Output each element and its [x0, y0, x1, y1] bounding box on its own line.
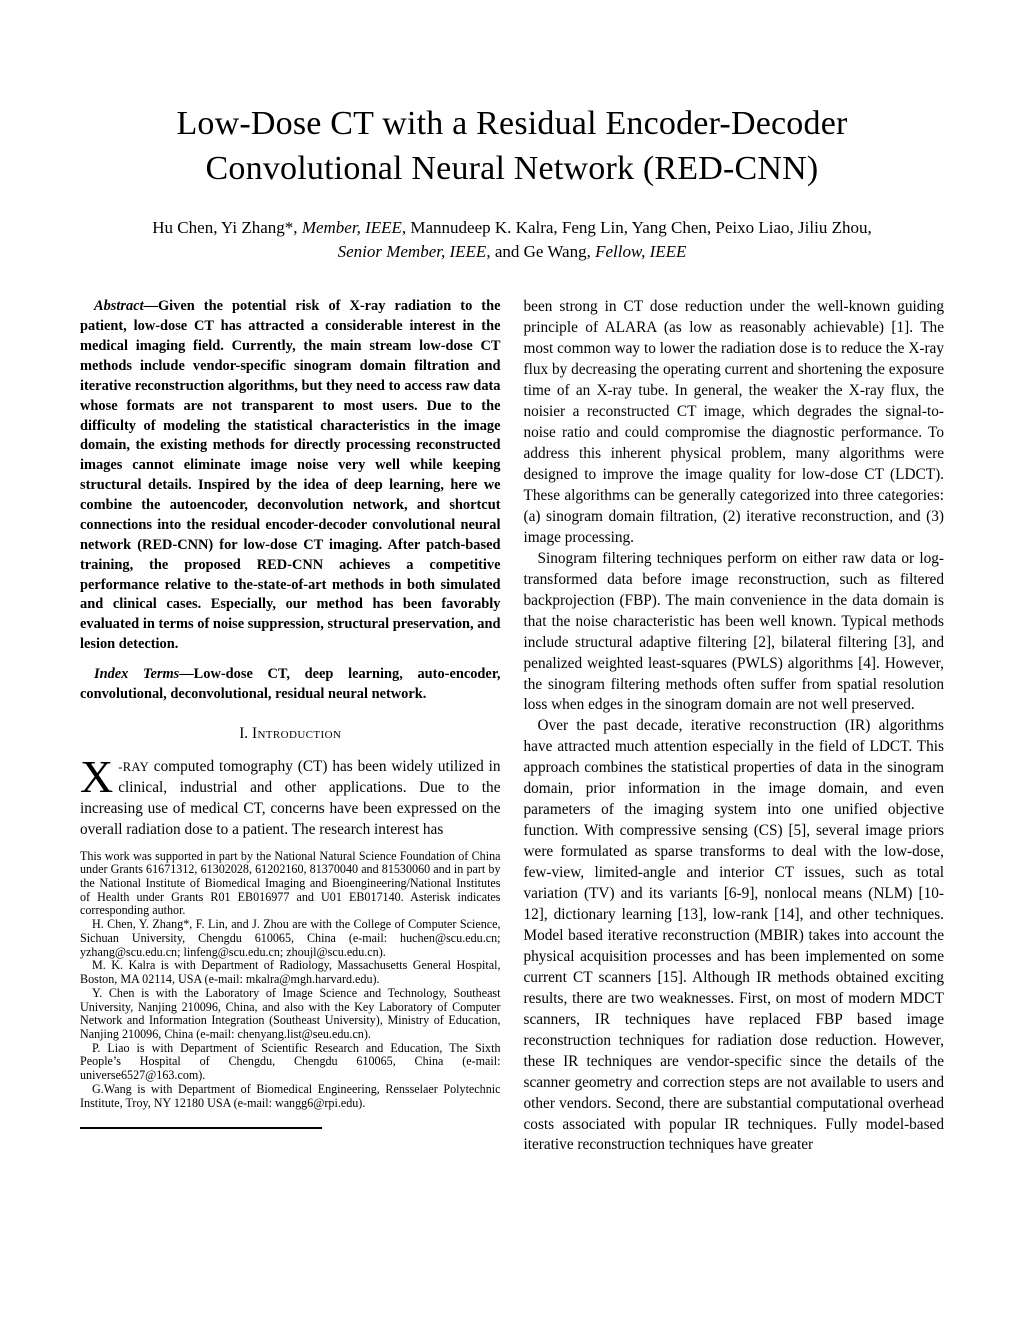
footnote-affiliation: G.Wang is with Department of Biomedical Engineering, Rensselaer Polytechnic Institute, Troy, NY 12180 USA (e-mail: wangg6@rpi.edu).	[80, 1081, 501, 1110]
author-segment: , Mannudeep K. Kalra, Feng Lin, Yang Chen, Peixo Liao, Jiliu Zhou,	[401, 217, 872, 237]
body-paragraph: Sinogram filtering techniques perform on either raw data or log-transformed data before image reconstruction, such as filtered backprojection (FBP). The main convenience in the data domain is that the noise characteristic has been well known. Typical methods include structural adaptive filtering [2], bilateral filtering [3], and penalized weighted least-squares (PWLS) algorithms [4]. However, the sinogram filtering methods often suffer from spatial resolution loss when edges in the sinogram domain are not well preserved.	[523, 549, 944, 714]
index-terms-label: Index Terms	[94, 666, 180, 683]
index-terms-text: —Low-dose CT, deep learning, auto-encoder, convolutional, deconvolutional, residual neural network.	[80, 666, 501, 702]
intro-paragraph	[80, 750, 501, 841]
footnote-separator-rule	[80, 1127, 322, 1129]
dropcap-letter: X	[80, 750, 114, 802]
section-heading	[80, 724, 501, 745]
author-membership: Fellow, IEEE	[595, 241, 687, 261]
section-title: Introduction	[251, 724, 342, 742]
intro-smallcaps: -RAY	[118, 759, 149, 774]
footnote-funding: This work was supported in part by the National Natural Science Foundation of China under Grants 61671312, 61302028, 61202160, 81370040 and 81530060 and in part by the National Institute of Biomedical Imaging and Bioengineering/National Institutes of Health under Grants R01 EB016977 and U01 EB017140. Asterisk indicates corresponding author.	[80, 848, 501, 918]
author-segment: Hu Chen, Yi Zhang*,	[152, 217, 302, 237]
right-column	[524, 297, 945, 1156]
footnote-affiliation: H. Chen, Y. Zhang*, F. Lin, and J. Zhou are with the College of Computer Science, Sichuan University, Chengdu 610065, China (e-mail: huchen@scu.edu.cn; yzhang@scu.edu.cn; linfeng@scu.edu.cn; zhoujl@scu.edu.cn).	[80, 917, 501, 959]
body-paragraph: Over the past decade, iterative reconstruction (IR) algorithms have attracted much attention especially in the field of LDCT. This approach combines the statistical properties of data in the sinogram domain, prior information in the image domain, and even parameters of the imaging system into one unified objective function. With compressive sensing (CS) [5], several image priors were formulated as sparse transforms to deal with the low-dose, few-view, limited-angle and interior CT issues, such as total variation (TV) and its variants [6-9], nonlocal means (NLM) [10-12], dictionary learning [13], low-rank [14], and other techniques. Model based iterative reconstruction (MBIR) takes into account the physical acquisition processes and has been implemented on some current CT scanners [15]. Although IR methods obtained exciting results, there are two weaknesses. First, on most of modern MDCT scanners, IR techniques have replaced FBP based image reconstruction techniques for radiation dose reduction. However, these IR techniques are vendor-specific since the details of the scanner geometry and correction steps are not available to users and other vendors. Second, there are substantial computational overhead costs associated with popular IR techniques. Fully model-based iterative reconstruction techniques have greater	[523, 717, 944, 1154]
footnote-block	[80, 850, 501, 1111]
author-segment: , and Ge Wang,	[486, 241, 596, 261]
footnote-affiliation: Y. Chen is with the Laboratory of Image Science and Technology, Southeast University, Nanjing 210096, China, and also with the Key Laboratory of Computer Network and Information Integration (Southeast University), Ministry of Education, Nanjing 210096, China (e-mail: chenyang.list@seu.edu.cn).	[80, 985, 501, 1041]
body-paragraph: been strong in CT dose reduction under the well-known guiding principle of ALARA (as low as reasonably achievable) [1]. The most common way to lower the radiation dose is to reduce the X-ray flux by decreasing the operating current and shortening the exposure time of an X-ray tube. In general, the weaker the X-ray flux, the noisier a reconstructed CT image, which degrades the signal-to-noise ratio and could compromise the diagnostic performance. To address this inherent physical problem, many algorithms were designed to improve the image quality for low-dose CT (LDCT). These algorithms can be generally categorized into three categories: (a) sinogram domain filtration, (2) iterative reconstruction, and (3) image processing.	[523, 298, 944, 546]
footnote-affiliation: P. Liao is with Department of Scientific Research and Education, The Sixth People’s Hospital of Chengdu, Chengdu 610065, China (e-mail: universe6527@163.com).	[80, 1040, 501, 1083]
section-number: I.	[239, 724, 249, 742]
two-column-body	[80, 297, 944, 1156]
author-membership: Member, IEEE	[301, 217, 402, 237]
intro-text: computed tomography (CT) has been widely utilized in clinical, industrial and other applications. Due to the increasing use of medical CT, concerns have been expressed on the overall radiation dose to a patient. The research interest has	[80, 757, 501, 838]
abstract-paragraph	[80, 297, 501, 655]
left-column	[80, 297, 501, 1156]
author-membership: Senior Member, IEEE	[337, 241, 487, 261]
index-terms-paragraph	[80, 665, 501, 705]
author-line	[80, 216, 944, 264]
abstract-label: Abstract	[94, 298, 144, 315]
paper-title: Low-Dose CT with a Residual Encoder-Decoder Convolutional Neural Network (RED-CNN)	[176, 105, 848, 187]
abstract-text: —Given the potential risk of X-ray radiation to the patient, low-dose CT has attracted a considerable interest in the medical imaging field. Currently, the main stream low-dose CT methods include vendor-specific sinogram domain filtration and iterative reconstruction algorithms, but they need to access raw data whose formats are not transparent to most users. Due to the difficulty of modeling the statistical characteristics in the image domain, the existing methods for directly processing reconstructed images cannot eliminate image noise very well while keeping structural details. Inspired by the idea of deep learning, here we combine the autoencoder, deconvolution network, and shortcut connections into the residual encoder-decoder convolutional neural network (RED-CNN) for low-dose CT imaging. After patch-based training, the proposed RED-CNN achieves a competitive performance relative to the-state-of-art methods in both simulated and clinical cases. Especially, our method has been favorably evaluated in terms of noise suppression, structural preservation, and lesion detection.	[80, 298, 501, 653]
footnote-affiliation: M. K. Kalra is with Department of Radiology, Massachusetts General Hospital, Boston, MA 02114, USA (e-mail: mkalra@mgh.harvard.edu).	[80, 958, 501, 987]
